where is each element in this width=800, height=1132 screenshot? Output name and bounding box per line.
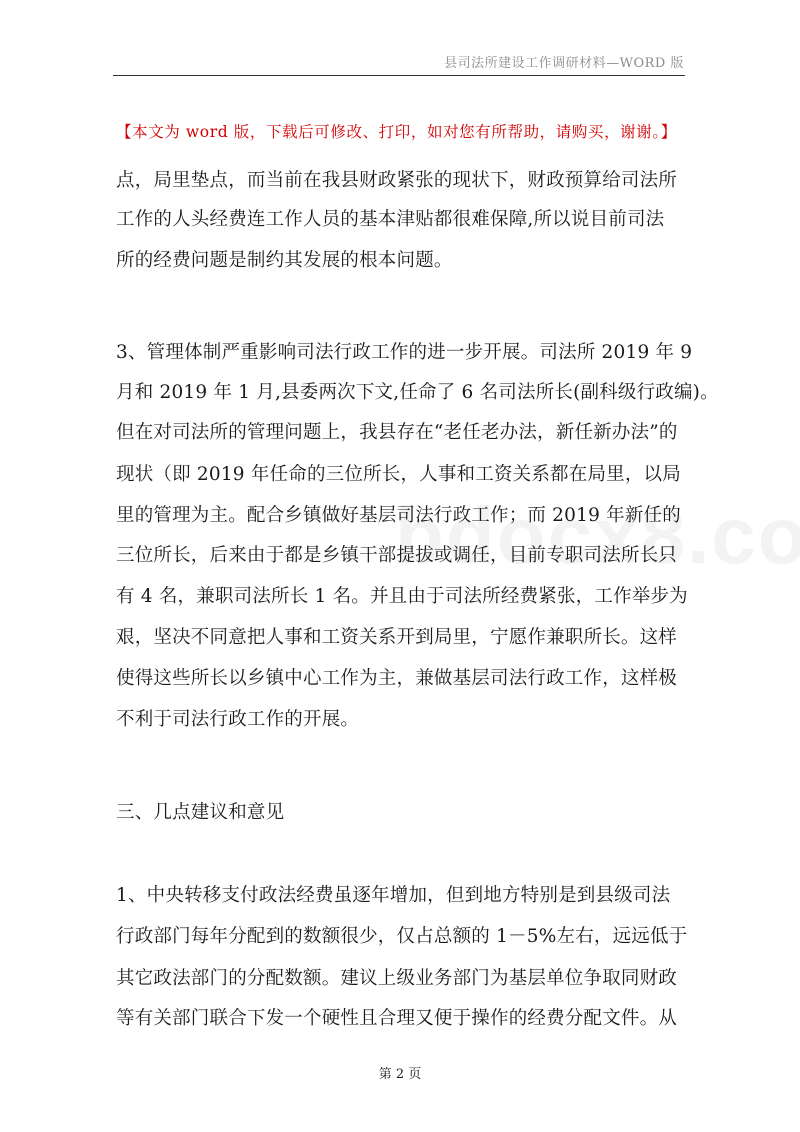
body-line: 1、中央转移支付政法经费虽逐年增加，但到地方特别是到县级司法 [116, 885, 671, 906]
header-divider [113, 75, 685, 76]
body-line: 工作的人头经费连工作人员的基本津贴都很难保障,所以说目前司法 [116, 209, 665, 230]
body-line: 等有关部门联合下发一个硬性且合理又便于操作的经费分配文件。从 [116, 1008, 678, 1029]
body-line: 有 4 名，兼职司法所长 1 名。并且由于司法所经费紧张，工作举步为 [116, 586, 688, 607]
body-line: 点，局里垫点，而当前在我县财政紧张的现状下，财政预算给司法所 [116, 170, 678, 191]
body-line: 行政部门每年分配到的数额很少，仅占总额的 1－5%左右，远远低于 [116, 926, 688, 947]
body-line: 但在对司法所的管理问题上，我县存在“老任老办法，新任新办法”的 [116, 422, 678, 443]
body-line: 里的管理为主。配合乡镇做好基层司法行政工作；而 2019 年新任的 [116, 505, 681, 526]
body-line: 三位所长，后来由于都是乡镇干部提拔或调任，目前专职司法所长只 [116, 545, 678, 566]
purchase-notice: 【本文为 word 版，下载后可修改、打印，如对您有所帮助，请购买，谢谢。】 [116, 123, 677, 141]
body-line: 3、管理体制严重影响司法行政工作的进一步开展。司法所 2019 年 9 [116, 342, 693, 363]
body-line: 使得这些所长以乡镇中心工作为主，兼做基层司法行政工作，这样极 [116, 668, 678, 689]
body-line: 其它政法部门的分配数额。建议上级业务部门为基层单位争取同财政 [116, 968, 678, 989]
page-number: 第 2 页 [378, 1067, 422, 1082]
body-line: 艰，坚决不同意把人事和工资关系开到局里，宁愿作兼职所长。这样 [116, 627, 678, 648]
body-line: 所的经费问题是制约其发展的根本问题。 [116, 250, 453, 271]
body-line: 月和 2019 年 1 月,县委两次下文,任命了 6 名司法所长(副科级行政编)。 [116, 382, 719, 403]
section-heading: 三、几点建议和意见 [116, 802, 285, 823]
body-line: 不利于司法行政工作的开展。 [116, 709, 360, 730]
document-header-title: 县司法所建设工作调研材料—WORD 版 [444, 56, 684, 71]
body-line: 现状（即 2019 年任命的三位所长，人事和工资关系都在局里，以局 [116, 464, 681, 485]
